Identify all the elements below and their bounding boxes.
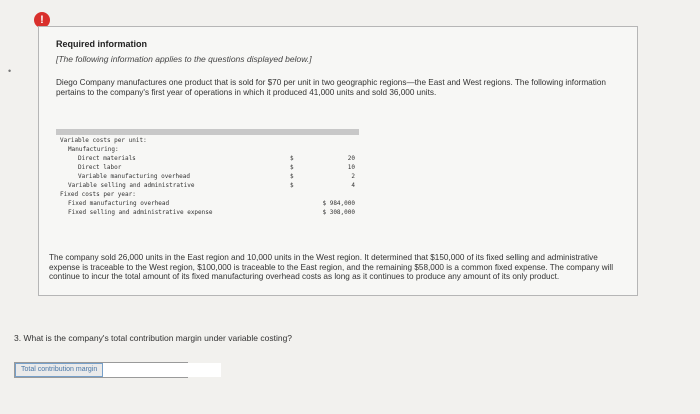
row-label: Variable costs per unit:: [60, 137, 147, 144]
table-header-bar: [56, 129, 359, 135]
table-row: [56, 182, 359, 191]
row-value: 20: [347, 155, 355, 162]
question-text: 3. What is the company's total contribution margin under variable costing?: [14, 333, 293, 343]
row-value: $ 308,000: [322, 209, 355, 216]
row-label: Direct materials: [78, 155, 136, 162]
row-label: Variable manufacturing overhead: [78, 173, 190, 180]
contribution-margin-input[interactable]: [103, 363, 221, 377]
row-currency: $: [290, 164, 294, 171]
table-row: [56, 155, 359, 164]
row-label: Direct labor: [78, 164, 122, 171]
answer-label: Total contribution margin: [15, 363, 103, 377]
row-label: Fixed selling and administrative expense: [68, 209, 213, 216]
row-label: Fixed costs per year:: [60, 191, 136, 198]
panel-title: Required information: [56, 39, 148, 49]
answer-row: [14, 362, 188, 378]
table-row: [56, 164, 359, 173]
row-currency: $: [290, 182, 294, 189]
cost-table: [56, 129, 359, 237]
row-currency: $: [290, 155, 294, 162]
row-value: 10: [347, 164, 355, 171]
row-value: 4: [351, 182, 355, 189]
row-currency: $: [290, 173, 294, 180]
table-row: [56, 173, 359, 182]
region-paragraph: The company sold 26,000 units in the East region and 10,000 units in the West region. It determined that $150,000 of its fixed selling and administrative expense is traceable to the West region, $100,000 is traceable to the East region, and the remaining $58,000 is a common fixed expense. The company will continue to incur the total amount of its fixed manufacturing overhead costs as long as it continues to produce any amount of its only product.: [49, 253, 614, 281]
row-value: $ 984,000: [322, 200, 355, 207]
table-row: [56, 209, 359, 218]
alert-icon: !: [34, 12, 50, 28]
row-label: Variable selling and administrative: [68, 182, 195, 189]
table-row: [56, 137, 359, 146]
panel-subtitle: [The following information applies to the questions displayed below.]: [56, 54, 312, 64]
row-value: 2: [351, 173, 355, 180]
row-label: Manufacturing:: [68, 146, 119, 153]
side-marker: •: [8, 66, 12, 76]
table-row: [56, 191, 359, 200]
row-label: Fixed manufacturing overhead: [68, 200, 170, 207]
intro-text: Diego Company manufactures one product that is sold for $70 per unit in two geographic regions—the East and West regions. The following information pertains to the company's first year of operations in which it produced 41,000 units and sold 36,000 units.: [56, 78, 606, 97]
table-row: [56, 200, 359, 209]
table-row: [56, 146, 359, 155]
required-information-panel: [38, 26, 638, 296]
